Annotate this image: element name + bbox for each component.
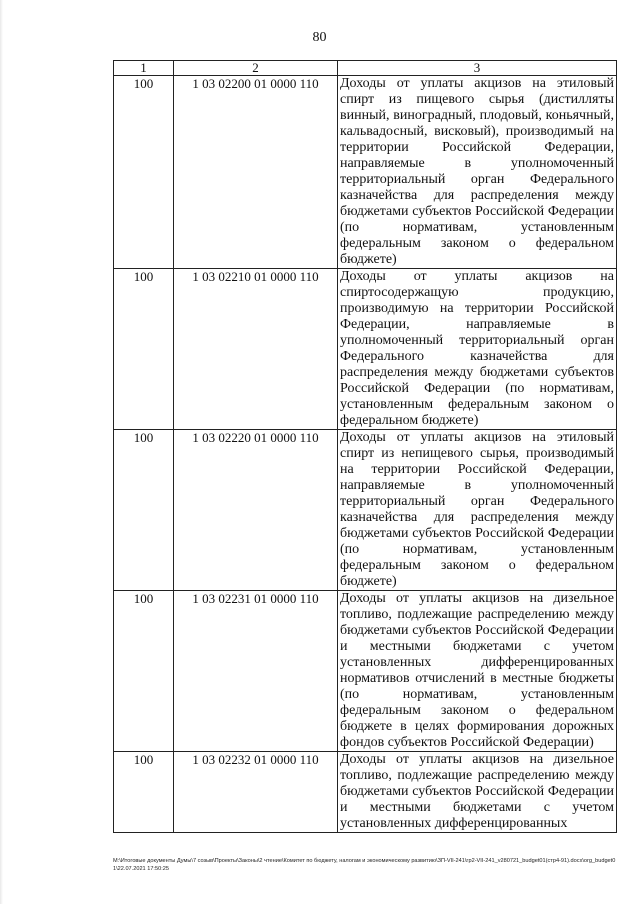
admin-code-cell: 100 bbox=[114, 269, 174, 430]
revenue-code-cell: 1 03 02232 01 0000 110 bbox=[174, 752, 338, 833]
column-header-1: 1 bbox=[114, 61, 174, 76]
page-number: 80 bbox=[312, 30, 327, 45]
revenue-code-cell: 1 03 02200 01 0000 110 bbox=[174, 76, 338, 269]
admin-code-cell: 100 bbox=[114, 591, 174, 752]
revenue-code-cell: 1 03 02231 01 0000 110 bbox=[174, 591, 338, 752]
description-cell: Доходы от уплаты акцизов на дизельное топливо, подлежащие распределению между бюджетами субъектов Российской Федерации и местными бюджетами с учетом установленных дифференцированных bbox=[338, 752, 617, 833]
admin-code-cell: 100 bbox=[114, 430, 174, 591]
revenue-classification-table bbox=[113, 60, 617, 833]
description-cell: Доходы от уплаты акцизов на спиртосодержащую продукцию, производимую на территории Российской Федерации, направляемые в уполномоченный территориальный орган Федерального казначейства для распределения между бюджетами субъектов Российской Федерации (по нормативам, установленным федеральным законом о федеральном бюджете) bbox=[338, 269, 617, 430]
admin-code-cell: 100 bbox=[114, 76, 174, 269]
description-cell: Доходы от уплаты акцизов на этиловый спирт из непищевого сырья, производимый на территории Российской Федерации, направляемые в уполномоченный территориальный орган Федерального казначейства для распределения между бюджетами субъектов Российской Федерации (по нормативам, установленным федеральным законом о федеральном бюджете) bbox=[338, 430, 617, 591]
description-cell: Доходы от уплаты акцизов на этиловый спирт из пищевого сырья (дистилляты винный, виноградный, плодовый, коньячный, кальвадосный, висковый), производимый на территории Российской Федерации, направляемые в уполномоченный территориальный орган Федерального казначейства для распределения между бюджетами субъектов Российской Федерации (по нормативам, установленным федеральным законом о федеральном бюджете) bbox=[338, 76, 617, 269]
table-header-row bbox=[114, 61, 617, 76]
table-row bbox=[114, 591, 617, 752]
column-header-2: 2 bbox=[174, 61, 338, 76]
table-row bbox=[114, 76, 617, 269]
column-header-3: 3 bbox=[338, 61, 617, 76]
description-cell: Доходы от уплаты акцизов на дизельное топливо, подлежащие распределению между бюджетами субъектов Российской Федерации и местными бюджетами с учетом установленных дифференцированных нормативов отчислений в местные бюджеты (по нормативам, установленным федеральным законом о федеральном бюджете в целях формирования дорожных фондов субъектов Российской Федерации) bbox=[338, 591, 617, 752]
table-row bbox=[114, 269, 617, 430]
document-file-path: M:\Итоговые документы Думы\7 созыв\Проекты\Законы\2 чтение\Комитет по бюджету, налогам и экономическому развитию\ЗП-VII-241\гр2-VII-241_v280721_budget01(стр4-91).docx\org_budget01\22.07.2021 17:50:25 bbox=[113, 858, 616, 872]
table-row bbox=[114, 430, 617, 591]
table-row bbox=[114, 752, 617, 833]
admin-code-cell: 100 bbox=[114, 752, 174, 833]
revenue-code-cell: 1 03 02210 01 0000 110 bbox=[174, 269, 338, 430]
scan-edge-shadow bbox=[0, 0, 3, 904]
revenue-code-cell: 1 03 02220 01 0000 110 bbox=[174, 430, 338, 591]
